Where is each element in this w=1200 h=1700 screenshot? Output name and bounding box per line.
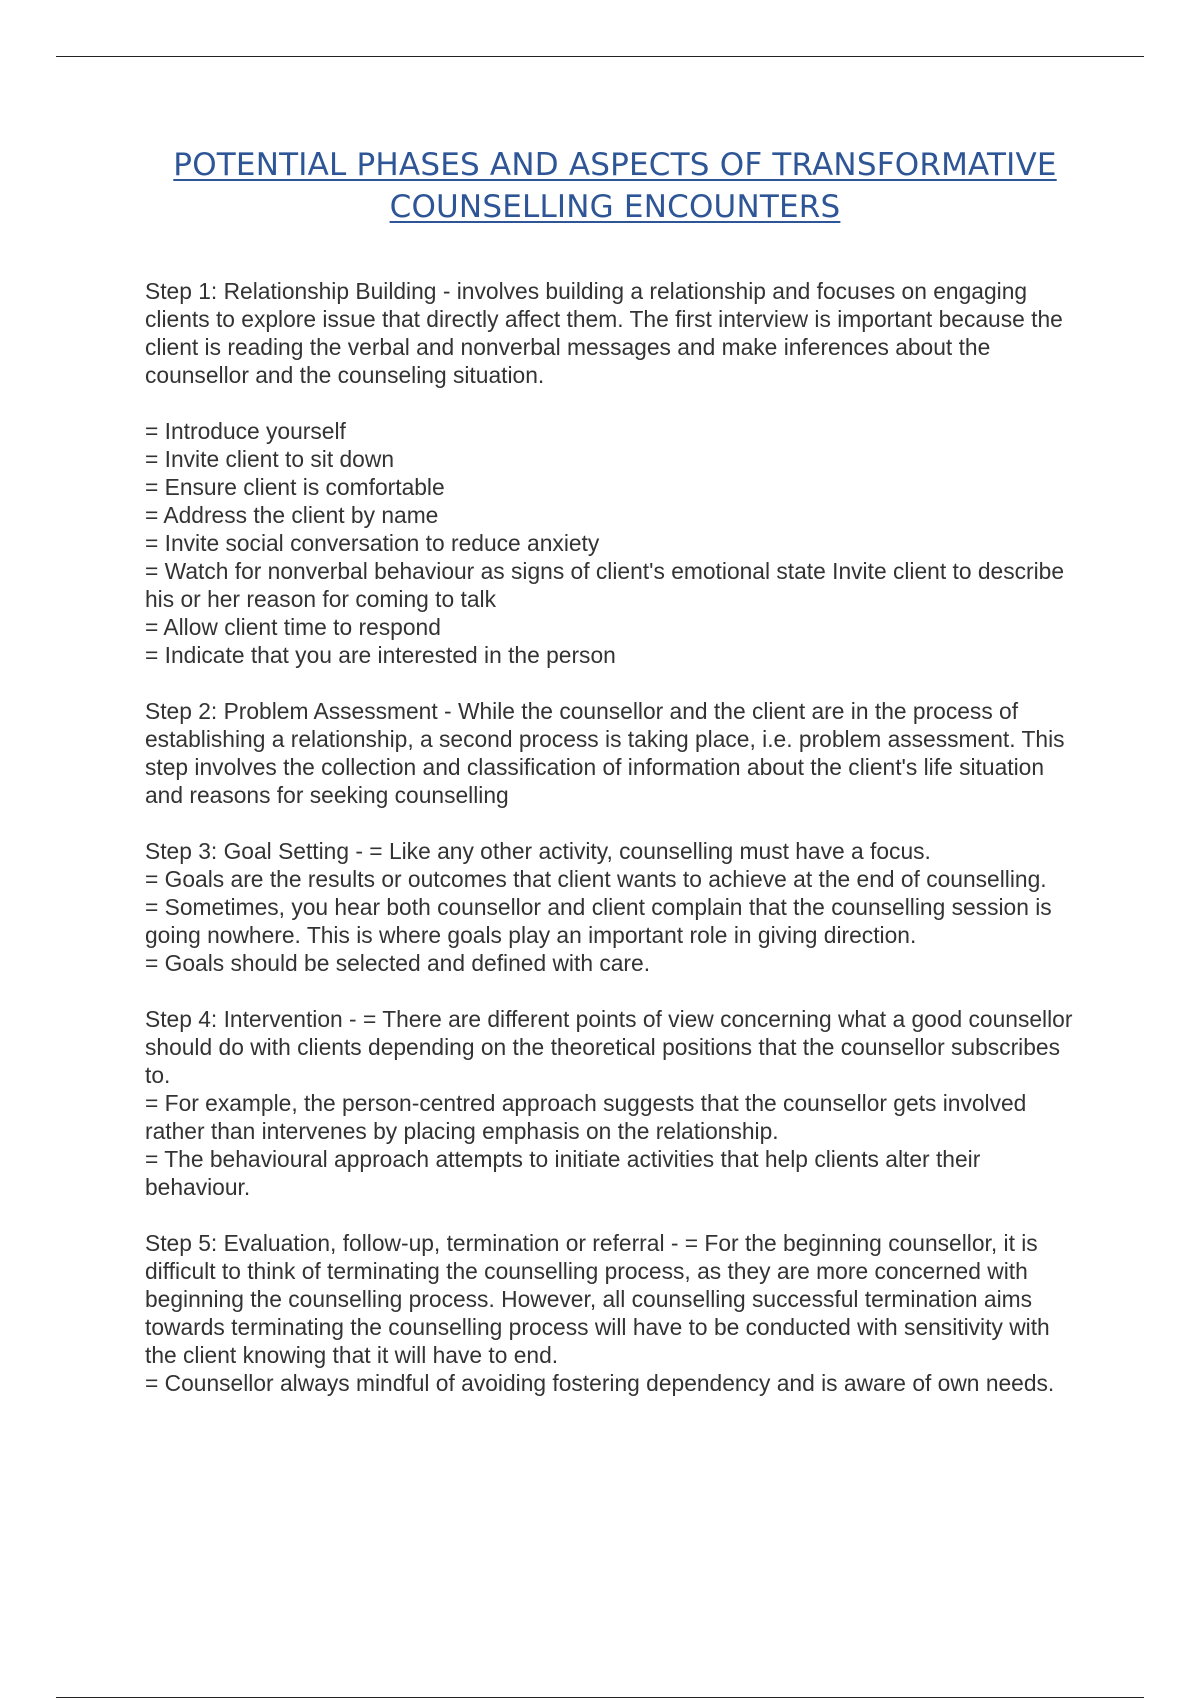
step2-paragraph: Step 2: Problem Assessment - While the counsellor and the client are in the process of establishing a relationship, a second process is taking place, i.e. problem assessment. This step involves the collection and classification of information about the client's life situation and reasons for seeking counselling [145, 698, 1065, 808]
document-body [145, 277, 1085, 1425]
step5-line: Step 5: Evaluation, follow-up, termination or referral - = For the beginning counsellor, it is difficult to think of terminating the counselling process, as they are more concerned with beginning the counselling process. However, all counselling successful termination aims towards terminating the counselling process will have to be conducted with sensitivity with the client knowing that it will have to end. [145, 1230, 1050, 1368]
document-title [110, 144, 1120, 228]
step3-line: = Goals are the results or outcomes that client wants to achieve at the end of counselling. [145, 866, 1047, 892]
list-item: = Address the client by name [145, 502, 439, 528]
title-line-2: COUNSELLING ENCOUNTERS [389, 189, 841, 225]
list-item: = Allow client time to respond [145, 614, 441, 640]
list-item: = Ensure client is comfortable [145, 474, 445, 500]
step4-line: = For example, the person-centred approach suggests that the counsellor gets involved rather than intervenes by placing emphasis on the relationship. [145, 1090, 1027, 1144]
list-item: = Watch for nonverbal behaviour as signs of client's emotional state Invite client to describe his or her reason for coming to talk [145, 558, 1065, 612]
list-item: = Invite client to sit down [145, 446, 394, 472]
step4-line: = The behavioural approach attempts to initiate activities that help clients alter their behaviour. [145, 1146, 981, 1200]
step3-line: = Goals should be selected and defined with care. [145, 950, 651, 976]
list-item: = Introduce yourself [145, 418, 346, 444]
step5-section [145, 1229, 1085, 1397]
step1-paragraph: Step 1: Relationship Building - involves building a relationship and focuses on engaging clients to explore issue that directly affect them. The first interview is important because the client is reading the verbal and nonverbal messages and make inferences about the counsellor and the counseling situation. [145, 278, 1063, 388]
step5-line: = Counsellor always mindful of avoiding fostering dependency and is aware of own needs. [145, 1370, 1055, 1396]
step3-line: Step 3: Goal Setting - = Like any other activity, counselling must have a focus. [145, 838, 931, 864]
title-line-1: POTENTIAL PHASES AND ASPECTS OF TRANSFORMATIVE [173, 147, 1057, 183]
list-item: = Invite social conversation to reduce anxiety [145, 530, 600, 556]
header-rule [56, 56, 1144, 57]
step4-section [145, 1005, 1085, 1201]
step3-section [145, 837, 1085, 977]
step1-list [145, 417, 1085, 669]
list-item: = Indicate that you are interested in the person [145, 642, 616, 668]
footer-rule [56, 1697, 1144, 1698]
step3-line: = Sometimes, you hear both counsellor and client complain that the counselling session is going nowhere. This is where goals play an important role in giving direction. [145, 894, 1052, 948]
step4-line: Step 4: Intervention - = There are different points of view concerning what a good counsellor should do with clients depending on the theoretical positions that the counsellor subscribes to. [145, 1006, 1073, 1088]
